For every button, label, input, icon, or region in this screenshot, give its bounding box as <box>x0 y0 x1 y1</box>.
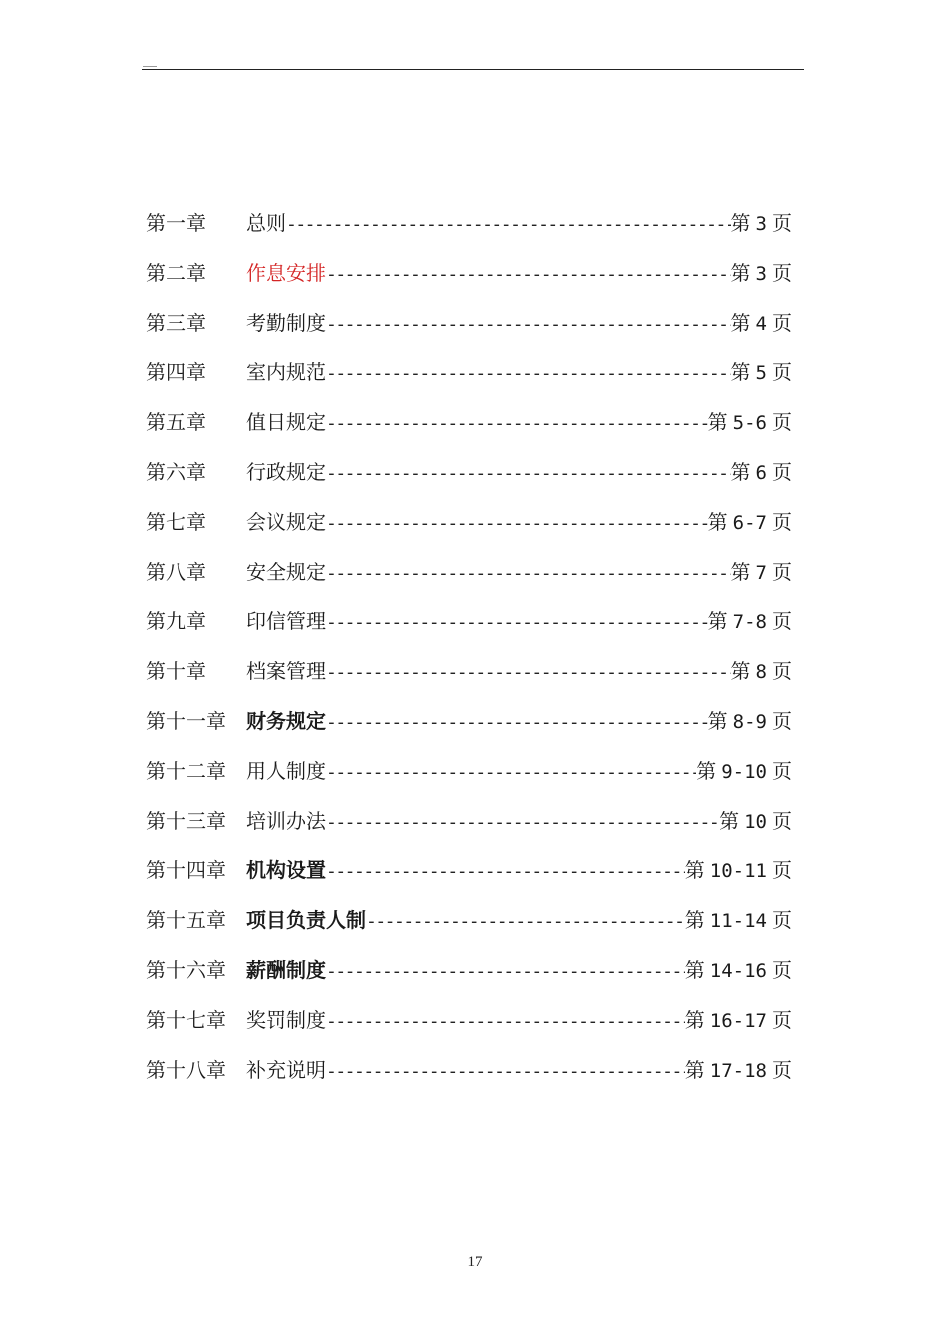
toc-title: 会议规定 <box>246 509 326 534</box>
toc-chapter-label: 第一章 <box>146 211 206 235</box>
toc-title: 项目负责人制 <box>246 908 366 933</box>
toc-leader <box>326 805 719 841</box>
toc-leader <box>366 904 685 940</box>
toc-title: 档案管理 <box>246 659 326 684</box>
toc-page-suffix: 页 <box>772 360 792 385</box>
toc-page-number: 11-14 <box>709 910 767 933</box>
toc-page-ref <box>708 703 808 740</box>
toc-page-suffix: 页 <box>772 908 792 933</box>
toc-page-prefix: 第 <box>730 659 751 684</box>
toc-page-suffix: 页 <box>772 1007 792 1032</box>
toc-page-ref <box>685 852 808 889</box>
toc-chapter-label: 第四章 <box>146 360 206 385</box>
toc-entry <box>146 354 808 404</box>
page-number: 17 <box>467 1254 483 1270</box>
toc-line <box>246 205 808 243</box>
toc-page-ref <box>685 952 808 989</box>
toc-page-suffix: 页 <box>772 410 792 435</box>
toc-page-number: 7 <box>755 561 767 584</box>
toc-title: 印信管理 <box>246 609 326 634</box>
toc-page-suffix: 页 <box>772 957 792 982</box>
toc-page-ref <box>731 653 808 690</box>
toc-page-prefix: 第 <box>684 1057 705 1082</box>
toc-entry <box>146 653 808 703</box>
toc-chapter-label: 第十八章 <box>146 1057 226 1082</box>
toc-title: 行政规定 <box>246 459 326 484</box>
toc-page-ref <box>731 354 808 391</box>
toc-entry <box>146 554 808 604</box>
toc-line <box>246 803 808 841</box>
toc-leader <box>326 605 708 641</box>
toc-page-prefix: 第 <box>707 708 728 733</box>
toc-page-suffix: 页 <box>772 459 792 484</box>
toc-title: 作息安排 <box>246 260 326 285</box>
toc-page-ref <box>696 753 808 790</box>
toc-page-number: 14-16 <box>709 959 767 982</box>
toc-page-number: 9-10 <box>721 760 767 783</box>
toc-page-number: 6-7 <box>732 511 767 534</box>
toc-title: 补充说明 <box>246 1057 326 1082</box>
toc-entry <box>146 803 808 853</box>
toc-leader <box>326 954 685 990</box>
toc-page-suffix: 页 <box>772 310 792 335</box>
toc-title: 机构设置 <box>246 858 326 883</box>
toc-leader <box>326 705 708 741</box>
toc-line <box>246 1052 808 1090</box>
toc-entry <box>146 255 808 305</box>
toc-page-ref <box>731 454 808 491</box>
toc-line <box>246 852 808 890</box>
toc-chapter-label: 第十二章 <box>146 758 226 783</box>
toc-title: 考勤制度 <box>246 310 326 335</box>
toc-chapter-label: 第五章 <box>146 410 206 435</box>
toc-page-prefix: 第 <box>730 310 751 335</box>
toc-page-prefix: 第 <box>684 1007 705 1032</box>
toc-line <box>246 703 808 741</box>
toc-page-prefix: 第 <box>730 459 751 484</box>
toc-page-number: 3 <box>755 262 767 285</box>
toc-leader <box>286 207 731 243</box>
toc-page-prefix: 第 <box>730 559 751 584</box>
toc-leader <box>326 356 731 392</box>
toc-line <box>246 653 808 691</box>
header-mark <box>143 66 157 67</box>
toc-chapter-label: 第二章 <box>146 260 206 285</box>
toc-entry <box>146 504 808 554</box>
toc-leader <box>326 456 731 492</box>
toc-line <box>246 902 808 940</box>
toc-page-prefix: 第 <box>707 509 728 534</box>
toc-title: 安全规定 <box>246 559 326 584</box>
toc-page-number: 8 <box>755 661 767 684</box>
toc-page-ref <box>708 504 808 541</box>
toc-line <box>246 354 808 392</box>
toc-chapter-label: 第十五章 <box>146 908 226 933</box>
toc-page-prefix: 第 <box>730 211 751 235</box>
toc-title: 总则 <box>246 211 286 235</box>
toc-page-prefix: 第 <box>684 908 705 933</box>
toc-page-prefix: 第 <box>707 609 728 634</box>
toc-page-number: 16-17 <box>709 1009 767 1032</box>
toc-chapter-label: 第三章 <box>146 310 206 335</box>
toc-entry <box>146 454 808 504</box>
toc-entry <box>146 603 808 653</box>
toc-page-ref <box>708 404 808 441</box>
toc-page-prefix: 第 <box>707 410 728 435</box>
toc-chapter-label: 第十七章 <box>146 1007 226 1032</box>
toc-page-suffix: 页 <box>772 808 792 833</box>
toc-line <box>246 255 808 293</box>
toc-entry <box>146 1052 808 1102</box>
toc-title: 培训办法 <box>246 808 326 833</box>
toc-page-number: 10 <box>744 810 767 833</box>
toc-page-suffix: 页 <box>772 858 792 883</box>
toc-leader <box>326 1004 685 1040</box>
toc-entry <box>146 902 808 952</box>
toc-line <box>246 554 808 592</box>
toc-line <box>246 1002 808 1040</box>
toc-page-suffix: 页 <box>772 708 792 733</box>
toc-page-number: 3 <box>755 213 767 235</box>
toc-page-ref <box>708 603 808 640</box>
toc-entry <box>146 1002 808 1052</box>
toc-chapter-label: 第十四章 <box>146 858 226 883</box>
toc-chapter-label: 第九章 <box>146 609 206 634</box>
toc-page-ref <box>731 255 808 292</box>
toc-page-number: 10-11 <box>709 860 767 883</box>
toc-entry <box>146 753 808 803</box>
toc-page-number: 7-8 <box>732 611 767 634</box>
toc-leader <box>326 257 731 293</box>
toc-page-prefix: 第 <box>684 858 705 883</box>
toc-title: 奖罚制度 <box>246 1007 326 1032</box>
toc-entry <box>146 852 808 902</box>
toc-page-ref <box>685 1002 808 1039</box>
toc-chapter-label: 第十三章 <box>146 808 226 833</box>
toc-page-number: 5-6 <box>732 412 767 435</box>
toc-line <box>246 952 808 990</box>
toc-entry <box>146 404 808 454</box>
toc-title: 用人制度 <box>246 758 326 783</box>
toc-entry <box>146 952 808 1002</box>
toc-page-suffix: 页 <box>772 509 792 534</box>
toc-page-suffix: 页 <box>772 559 792 584</box>
toc-leader <box>326 655 731 691</box>
toc-page-number: 5 <box>755 362 767 385</box>
toc-leader <box>326 556 731 592</box>
table-of-contents <box>146 205 808 1101</box>
toc-line <box>246 404 808 442</box>
toc-page-suffix: 页 <box>772 1057 792 1082</box>
toc-chapter-label: 第六章 <box>146 459 206 484</box>
toc-leader <box>326 406 708 442</box>
toc-line <box>246 753 808 791</box>
toc-leader <box>326 1054 685 1090</box>
toc-leader <box>326 307 731 343</box>
toc-page-number: 6 <box>755 461 767 484</box>
toc-page-number: 4 <box>755 312 767 335</box>
toc-line <box>246 504 808 542</box>
toc-entry <box>146 205 808 255</box>
toc-page-suffix: 页 <box>772 609 792 634</box>
toc-leader <box>326 854 685 890</box>
toc-page-ref <box>731 554 808 591</box>
toc-title: 财务规定 <box>246 708 326 733</box>
toc-page-ref <box>731 205 808 242</box>
toc-page-suffix: 页 <box>772 659 792 684</box>
toc-title: 薪酬制度 <box>246 957 326 982</box>
toc-chapter-label: 第七章 <box>146 509 206 534</box>
toc-chapter-label: 第十一章 <box>146 708 226 733</box>
toc-page-prefix: 第 <box>730 260 751 285</box>
toc-title: 值日规定 <box>246 410 326 435</box>
toc-page-prefix: 第 <box>696 758 717 783</box>
toc-leader <box>326 506 708 542</box>
toc-page-suffix: 页 <box>772 758 792 783</box>
toc-page-ref <box>731 305 808 342</box>
toc-leader <box>326 755 696 791</box>
toc-chapter-label: 第八章 <box>146 559 206 584</box>
header-rule <box>142 69 804 70</box>
toc-line <box>246 305 808 343</box>
toc-page-prefix: 第 <box>684 957 705 982</box>
toc-page-suffix: 页 <box>772 260 792 285</box>
toc-page-ref <box>685 1052 808 1089</box>
toc-page-number: 8-9 <box>732 710 767 733</box>
toc-chapter-label: 第十六章 <box>146 957 226 982</box>
toc-page-suffix: 页 <box>772 211 792 235</box>
toc-title: 室内规范 <box>246 360 326 385</box>
toc-page-ref <box>685 902 808 939</box>
toc-page-prefix: 第 <box>730 360 751 385</box>
toc-line <box>246 603 808 641</box>
toc-chapter-label: 第十章 <box>146 659 206 684</box>
toc-page-ref <box>719 803 808 840</box>
toc-page-number: 17-18 <box>709 1059 767 1082</box>
toc-page-prefix: 第 <box>719 808 740 833</box>
toc-line <box>246 454 808 492</box>
toc-entry <box>146 305 808 355</box>
toc-entry <box>146 703 808 753</box>
